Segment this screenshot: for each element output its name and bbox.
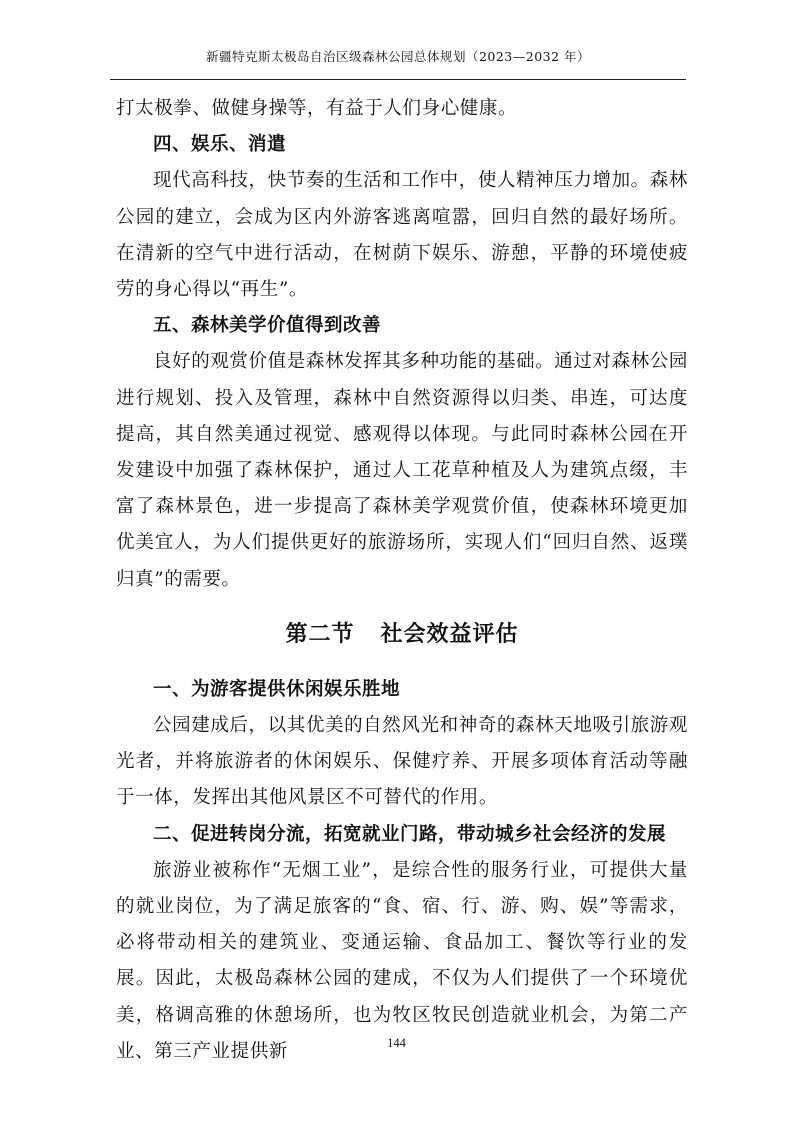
section-title-number: 第二节: [285, 621, 355, 647]
subheading-aesthetic-value: 五、森林美学价值得到改善: [153, 315, 382, 337]
paragraph-aesthetic-value: 良好的观赏价值是森林发挥其多种功能的基础。通过对森林公园进行规划、投入及管理，森林中自然资源得以归类、串连，可达度提高，其自然美通过视觉、感观得以体现。与此同时森林公园在开发建设中加强了森林保护，通过人工花草种植及人为建筑点缀，丰富了森林景色，进一步提高了森林美学观赏价值，使森林环境更加优美宜人，为人们提供更好的旅游场所，实现人们“回归自然、返璞归真”的需要。: [116, 351, 688, 590]
page-body: [116, 91, 688, 1070]
section-title-text: 社会效益评估: [380, 621, 519, 647]
page-number: 144: [387, 1036, 406, 1050]
header-rule: [110, 79, 686, 80]
running-header: 新疆特克斯太极岛自治区级森林公园总体规划（2023—2032 年）: [205, 49, 591, 64]
paragraph-leisure-destination: 公园建成后，以其优美的自然风光和神奇的森林天地吸引旅游观光者，并将旅游者的休闲娱乐、保健疗养、开展多项体育活动等融于一体，发挥出其他风景区不可替代的作用。: [116, 715, 688, 809]
paragraph-continued: 打太极拳、做健身操等，有益于人们身心健康。: [116, 98, 518, 119]
subheading-leisure-destination: 一、为游客提供休闲娱乐胜地: [153, 678, 401, 700]
paragraph-entertainment: 现代高科技，快节奏的生活和工作中，使人精神压力增加。森林公园的建立，会成为区内外游客逃离喧嚣，回归自然的最好场所。在清新的空气中进行活动，在树荫下娱乐、游憩，平静的环境使疲劳的身心得以“再生”。: [116, 170, 688, 301]
section-title: [116, 598, 688, 672]
subheading-entertainment: 四、娱乐、消遣: [153, 134, 287, 156]
paragraph-employment: 旅游业被称作“无烟工业”，是综合性的服务行业，可提供大量的就业岗位，为了满足旅客的“食、宿、行、游、购、娱”等需求，必将带动相关的建筑业、变通运输、食品加工、餐饮等行业的发展。因此，太极岛森林公园的建成，不仅为人们提供了一个环境优美，格调高雅的休憩场所，也为牧区牧民创造就业机会，为第二产业、第三产业提供新: [116, 859, 688, 1062]
subheading-employment: 二、促进转岗分流，拓宽就业门路，带动城乡社会经济的发展: [153, 823, 667, 845]
